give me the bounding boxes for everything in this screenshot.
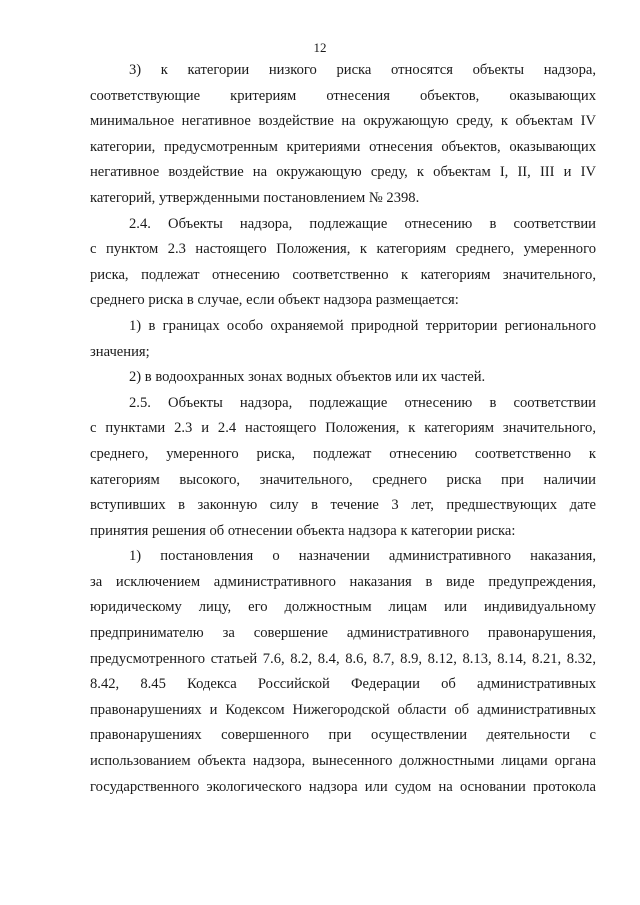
text-line: 1) в границах особо охраняемой природной территории регионального (129, 317, 596, 334)
paragraph-item-3-low-risk (90, 58, 596, 212)
text-line: с пунктом 2.3 настоящего Положения, к категориям среднего, умеренного (90, 241, 596, 258)
text-line: негативное воздействие на окружающую среду, к объектам I, II, III и IV (90, 164, 596, 181)
text-line: риска, подлежат отнесению соответственно к категориям значительного, (90, 266, 596, 283)
page-number: 12 (313, 40, 327, 55)
text-line: категории, предусмотренным критериями отнесения объектов, оказывающих (90, 138, 596, 155)
text-line: значения; (90, 343, 150, 360)
text-line: государственного экологического надзора или судом на основании протокола (90, 778, 596, 795)
paragraph-section-2-4 (90, 212, 596, 314)
document-body (90, 58, 596, 800)
text-line: 8.42, 8.45 Кодекса Российской Федерации об административных (90, 676, 596, 693)
text-line: юридическому лицу, его должностным лицам или индивидуальному (90, 599, 596, 616)
text-line: минимальное негативное воздействие на окружающую среду, к объектам IV (90, 113, 596, 130)
text-line: категорий, утвержденными постановлением № 2398. (90, 189, 420, 206)
text-line: 2) в водоохранных зонах водных объектов или их частей. (129, 369, 486, 386)
paragraph-section-2-5 (90, 391, 596, 545)
text-line: вступивших в законную силу в течение 3 лет, предшествующих дате (90, 497, 596, 514)
text-line: предпринимателю за совершение административного правонарушения, (90, 625, 596, 642)
text-line: 2.5. Объекты надзора, подлежащие отнесению в соответствии (129, 394, 596, 411)
text-line: 2.4. Объекты надзора, подлежащие отнесению в соответствии (129, 215, 596, 232)
text-line: категориям высокого, значительного, среднего риска при наличии (90, 471, 596, 488)
text-line: с пунктами 2.3 и 2.4 настоящего Положения, к категориям значительного, (90, 420, 596, 437)
text-line: 1) постановления о назначении административного наказания, (129, 548, 596, 565)
paragraph-list-item-1 (90, 314, 596, 365)
text-line: соответствующие критериям отнесения объектов, оказывающих (90, 87, 596, 104)
text-line: 3) к категории низкого риска относятся объекты надзора, (129, 62, 596, 78)
paragraph-list-item-2 (90, 365, 596, 391)
paragraph-resolution-item-1 (90, 544, 596, 800)
text-line: использованием объекта надзора, вынесенного должностными лицами органа (90, 753, 596, 770)
text-line: среднего, умеренного риска, подлежат отнесению соответственно к (90, 445, 596, 462)
text-line: среднего риска в случае, если объект надзора размещается: (90, 292, 459, 309)
text-line: принятия решения об отнесении объекта надзора к категории риска: (90, 522, 516, 539)
text-line: правонарушениях совершенного при осуществлении деятельности с (90, 727, 596, 744)
text-line: предусмотренного статьей 7.6, 8.2, 8.4, 8.6, 8.7, 8.9, 8.12, 8.13, 8.14, 8.21, 8.32, (90, 650, 596, 667)
text-line: правонарушениях и Кодексом Нижегородской области об административных (90, 701, 596, 718)
text-line: за исключением административного наказания в виде предупреждения, (90, 573, 596, 590)
